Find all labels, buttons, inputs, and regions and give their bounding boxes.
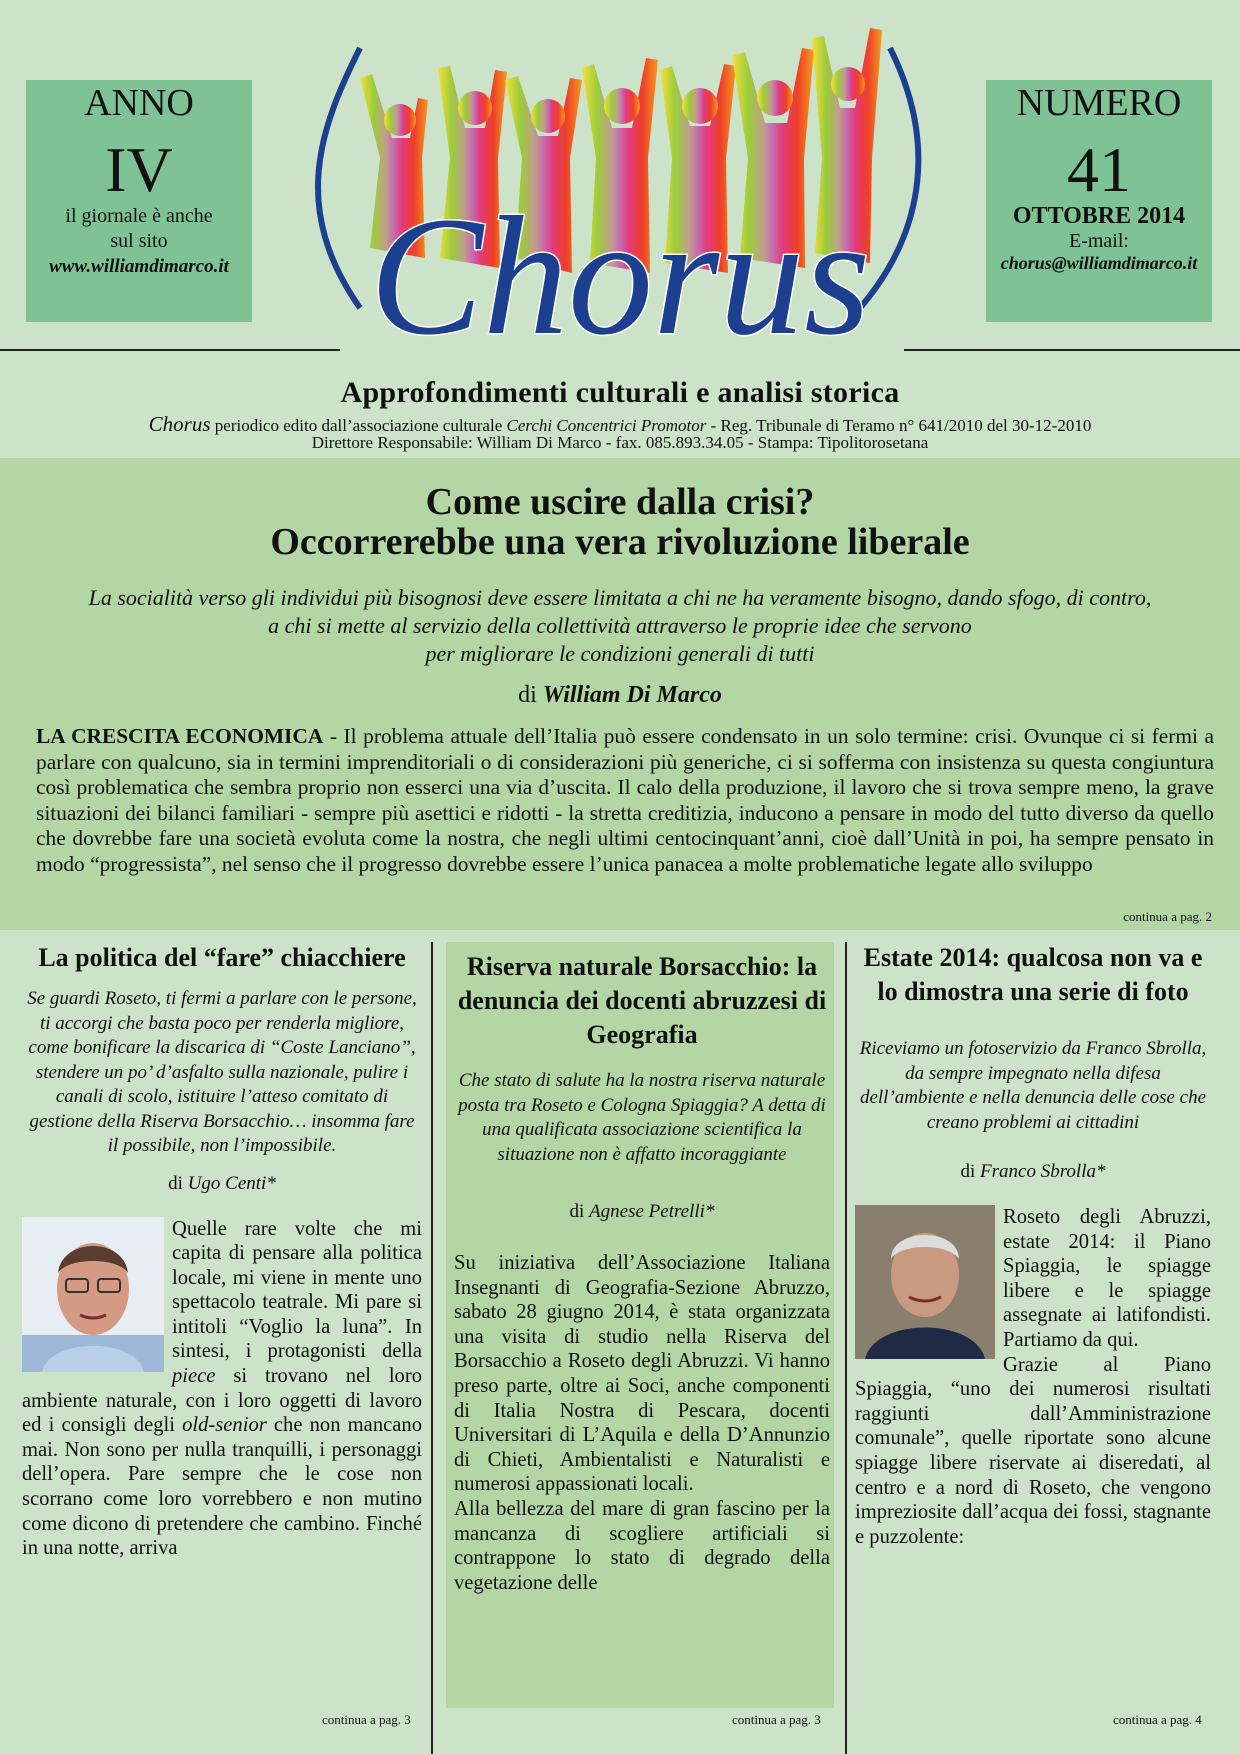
lead-body-text: - Il problema attuale dell’Italia può essere condensato in un solo termine: crisi. Ovunque ci si fermi a parlare con qualcuno, sia in termini imprenditoriali o di considerazioni più generiche, ci si sofferma con insistenza su questa congiuntura così problematica che sembra proprio non esserci una via d’uscita. Il calo della produzione, il lavoro che si trova sempre meno, la grave situazioni dei bilanci familiari - sempre più asettici e ridotti - la stretta creditizia, inducono a pensare in modo del tutto diverso da quello che dovrebbe fare una società evoluta come la nostra, che negli ultimi centocinquant’anni, cioè dall’Unità in poi, ha sempre pensato in modo “progressista”, nel senso che il progresso dovrebbe essere l’unica panacea a molte problematiche legate allo sviluppo bbox=[36, 724, 1215, 876]
chorus-logo bbox=[300, 8, 940, 368]
logo-wordmark: Chorus bbox=[369, 182, 871, 368]
column-divider-1 bbox=[431, 942, 433, 1754]
lead-continue-link[interactable]: continua a pag. 2 bbox=[1123, 909, 1212, 924]
column-1-body-text-1: Quelle rare volte che mi capita di pensare alla politica locale, mi viene in mente uno spettacolo teatrale. Mi pare si intitoli “Voglio la luna”. In sintesi, i protagonisti della bbox=[172, 1217, 422, 1363]
column-2-body bbox=[454, 1251, 830, 1595]
lead-body-lead-in: LA CRESCITA ECONOMICA bbox=[36, 724, 324, 748]
column-3-body bbox=[855, 1205, 1211, 1549]
anno-note bbox=[26, 204, 252, 279]
author-photo-ugo-centi bbox=[22, 1217, 164, 1372]
numero-value: 41 bbox=[1067, 134, 1131, 205]
anno-value: IV bbox=[105, 134, 173, 205]
publication-info-text-1: periodico edito dall’associazione culturale bbox=[210, 416, 507, 435]
article-column-2 bbox=[454, 940, 830, 1595]
column-1-body-em-2: old-senior bbox=[182, 1414, 267, 1437]
email-link[interactable]: chorus@williamdimarco.it bbox=[1000, 253, 1198, 273]
lead-article-title bbox=[0, 482, 1240, 562]
column-3-title: Estate 2014: qualcosa non va e lo dimostra una serie di foto bbox=[863, 943, 1203, 1006]
lead-summary-line2: a chi si mette al servizio della collettività attraverso le proprie idee che servono bbox=[268, 613, 972, 638]
column-1-body-text-2: si trovano nel loro ambiente naturale, con i loro oggetti di lavoro ed i consigli degli bbox=[22, 1365, 422, 1437]
editor-info: Direttore Responsabile: William Di Marco - fax. 085.893.34.05 - Stampa: Tipolitorosetana bbox=[311, 433, 929, 452]
lead-author: William Di Marco bbox=[542, 682, 722, 708]
column-3-continue-link[interactable]: continua a pag. 4 bbox=[1113, 1712, 1202, 1727]
column-3-author: Franco Sbrolla* bbox=[980, 1161, 1106, 1182]
author-photo-franco-sbrolla bbox=[855, 1205, 995, 1359]
anno-note-line1: il giornale è anche bbox=[65, 205, 213, 227]
column-2-byline bbox=[454, 1201, 830, 1223]
lead-article-summary bbox=[30, 584, 1210, 668]
lead-summary-line3: per migliorare le condizioni generali di tutti bbox=[425, 641, 815, 666]
anno-label: ANNO bbox=[84, 82, 194, 124]
numero-box bbox=[986, 80, 1212, 322]
lead-summary-line1: La socialità verso gli individui più bisognosi deve essere limitata a chi ne ha veramente bisogno, dando sfogo, di contro, bbox=[88, 585, 1152, 610]
column-1-body bbox=[22, 1217, 422, 1561]
publication-info-text-2: - Reg. Tribunale di Teramo n° 641/2010 del 30-12-2010 bbox=[706, 416, 1092, 435]
anno-note-line2: sul sito bbox=[110, 230, 168, 252]
column-2-author: Agnese Petrelli* bbox=[589, 1201, 715, 1222]
column-1-title: La politica del “fare” chiacchiere bbox=[38, 943, 406, 972]
column-2-title: Riserva naturale Borsacchio: la denuncia dei docenti abruzzesi di Geografia bbox=[457, 952, 827, 1049]
column-3-summary: Riceviamo un fotoservizio da Franco Sbrolla, da sempre impegnato nella difesa dell’ambiente e nella denuncia delle cose che creano problemi ai cittadini bbox=[859, 1038, 1207, 1133]
byline-prefix: di bbox=[569, 1201, 590, 1222]
logo-swash-left bbox=[318, 48, 360, 308]
email-label: E-mail: bbox=[1069, 230, 1129, 252]
column-3-body-para-1: Roseto degli Abruzzi, estate 2014: il Piano Spiaggia, le spiagge libere e le spiagge assegnate ai latifondisti. Partiamo da qui. bbox=[1003, 1206, 1211, 1351]
column-divider-2 bbox=[845, 942, 847, 1754]
byline-prefix: di bbox=[518, 682, 543, 708]
column-1-author: Ugo Centi* bbox=[187, 1172, 276, 1194]
byline-prefix: di bbox=[168, 1172, 188, 1194]
column-2-body-para-2: Alla bellezza del mare di gran fascino per la mancanza di scogliere artificiali si contrappone lo stato di degrado della vegetazione delle bbox=[454, 1497, 830, 1594]
website-link[interactable]: www.williamdimarco.it bbox=[49, 256, 229, 277]
masthead-rule-right bbox=[904, 349, 1240, 351]
masthead-rule-left bbox=[0, 349, 340, 351]
column-1-summary: Se guardi Roseto, ti fermi a parlare con le persone, ti accorgi che basta poco per renderla migliore, come bonificare la discarica di “Coste Lanciano”, stendere un po’ d’asfalto sulla nazionale, pulire i canali di scolo, istituire l’atteso comitato di gestione della Riserva Borsacchio… insomma fare il possibile, non l’impossibile. bbox=[27, 988, 417, 1156]
byline-prefix: di bbox=[960, 1161, 981, 1182]
article-column-3 bbox=[855, 940, 1211, 1549]
column-1-continue-link[interactable]: continua a pag. 3 bbox=[322, 1712, 411, 1727]
article-column-1 bbox=[22, 940, 422, 1561]
lead-title-line2: Occorrerebbe una vera rivoluzione liberale bbox=[270, 521, 970, 563]
masthead-subtitle: Approfondimenti culturali e analisi storica bbox=[340, 376, 900, 409]
numero-label: NUMERO bbox=[1016, 82, 1182, 124]
lead-article-byline bbox=[0, 682, 1240, 709]
column-2-summary: Che stato di salute ha la nostra riserva naturale posta tra Roseto e Cologna Spiaggia? A detta di una qualificata associazione scientifica la situazione non è affatto incoraggiante bbox=[458, 1070, 826, 1165]
column-2-body-para-1: Su iniziativa dell’Associazione Italiana Insegnanti di Geografia-Sezione Abruzzo, sabato 28 giugno 2014, è stata organizzata una visita di studio nella Riserva del Borsacchio a Roseto degli Abruzzi. Vi hanno preso parte, oltre ai Soci, anche componenti di Italia Nostra di Pescara, docenti Universitari di L’Aquila e della D’Annunzio di Chieti, Ambientalisti e Naturalisti e numerosi appassionati locali. bbox=[454, 1252, 830, 1496]
column-1-byline bbox=[22, 1173, 422, 1195]
anno-box bbox=[26, 80, 252, 322]
column-3-byline bbox=[855, 1161, 1211, 1183]
column-2-continue-link[interactable]: continua a pag. 3 bbox=[732, 1712, 821, 1727]
column-3-body-para-2: Grazie al Piano Spiaggia, “uno dei numerosi risultati raggiunti dall’Amministrazione comunale”, quelle riportate sono alcune spiagge libere riservate ai diseredati, al centro e a nord di Roseto, che vengono impreziosite dall’acqua dei fossi, stagnante e puzzolente: bbox=[855, 1353, 1211, 1548]
lead-title-line1: Come uscire dalla crisi? bbox=[425, 481, 815, 523]
column-1-body-em-1: piece bbox=[172, 1365, 216, 1388]
column-1-body-text-3: che non mancano mai. Non sono per nulla tranquilli, i personaggi dell’opera. Pare sempre che le cose non scorrano come loro vorrebbero e non mutino come dicono di pretendere che cambino. Finché in una notte, arriva bbox=[22, 1414, 422, 1560]
issue-date: OTTOBRE 2014 bbox=[1012, 203, 1186, 229]
publication-name: Chorus bbox=[148, 412, 211, 436]
lead-article-body bbox=[36, 724, 1214, 877]
association-name: Cerchi Concentrici Promotor bbox=[506, 416, 707, 435]
